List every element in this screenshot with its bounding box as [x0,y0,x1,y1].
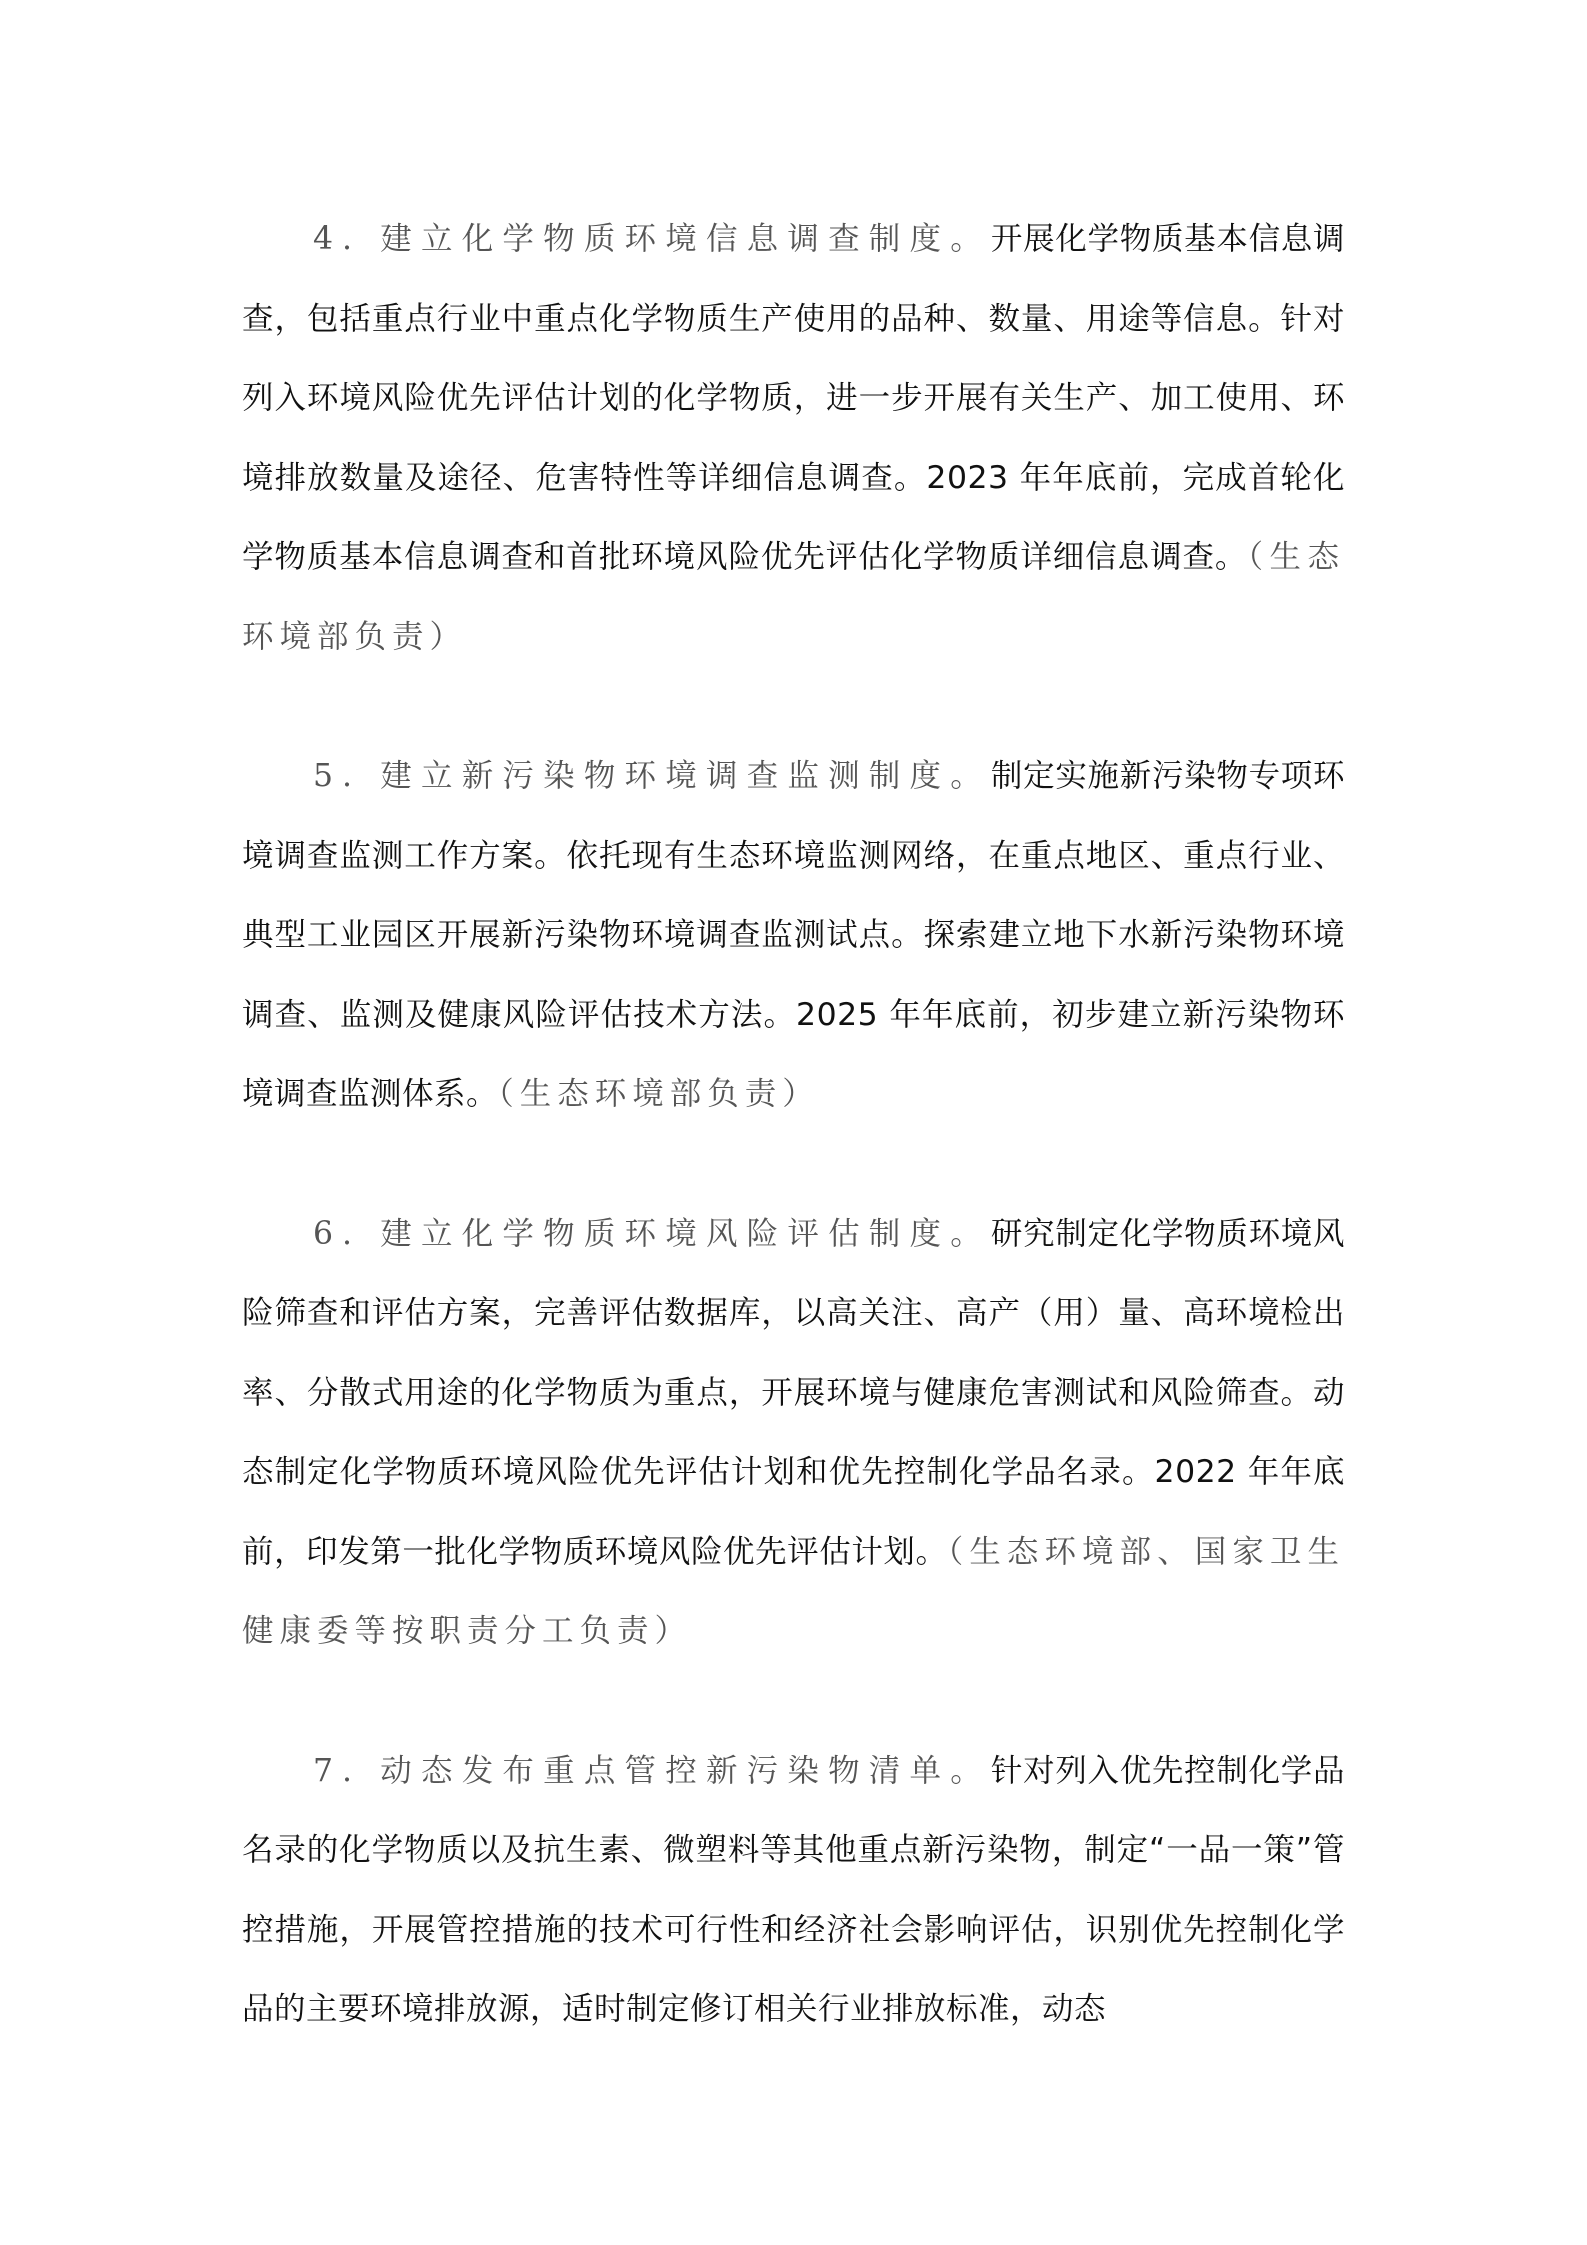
paragraph-item-4 [242,200,1345,677]
paragraph-body: 针对列入优先控制化学品名录的化学物质以及抗生素、微塑料等其他重点新污染物，制定“一品一策”管控措施，开展管控措施的技术可行性和经济社会影响评估，识别优先控制化学品的主要环境排放源，适时制定修订相关行业排放标准，动态 [242,1752,1345,2027]
paragraph-heading: 4. 建立化学物质环境信息调查制度。 [313,221,991,257]
responsible-department: （生态环境部负责） [242,539,1345,655]
paragraph-heading: 5. 建立新污染物环境调查监测制度。 [313,758,991,794]
paragraph-heading: 6. 建立化学物质环境风险评估制度。 [313,1215,991,1252]
paragraph-body: 制定实施新污染物专项环境调查监测工作方案。依托现有生态环境监测网络，在重点地区、重点行业、典型工业园区开展新污染物环境调查监测试点。探索建立地下水新污染物环境调查、监测及健康风险评估技术方法。2025 年年底前，初步建立新污染物环境调查监测体系。 [242,758,1345,1112]
document-page [242,200,1345,2110]
paragraph-item-7 [242,1732,1345,2050]
paragraph-heading: 7. 动态发布重点管控新污染物清单。 [313,1752,991,1789]
paragraph-body: 研究制定化学物质环境风险筛查和评估方案，完善评估数据库，以高关注、高产（用）量、高环境检出率、分散式用途的化学物质为重点，开展环境与健康危害测试和风险筛查。动态制定化学物质环境风险优先评估计划和优先控制化学品名录。2022 年年底前，印发第一批化学物质环境风险优先评估计划。 [242,1215,1345,1570]
responsible-department: （生态环境部负责） [498,1076,820,1112]
paragraph-item-5 [242,737,1345,1135]
responsible-department: （生态环境部、国家卫生健康委等按职责分工负责） [242,1533,1345,1649]
paragraph-item-6 [242,1195,1345,1672]
paragraph-body: 开展化学物质基本信息调查，包括重点行业中重点化学物质生产使用的品种、数量、用途等信息。针对列入环境风险优先评估计划的化学物质，进一步开展有关生产、加工使用、环境排放数量及途径、危害特性等详细信息调查。2023 年年底前，完成首轮化学物质基本信息调查和首批环境风险优先评估化学物质详细信息调查。 [242,221,1345,575]
